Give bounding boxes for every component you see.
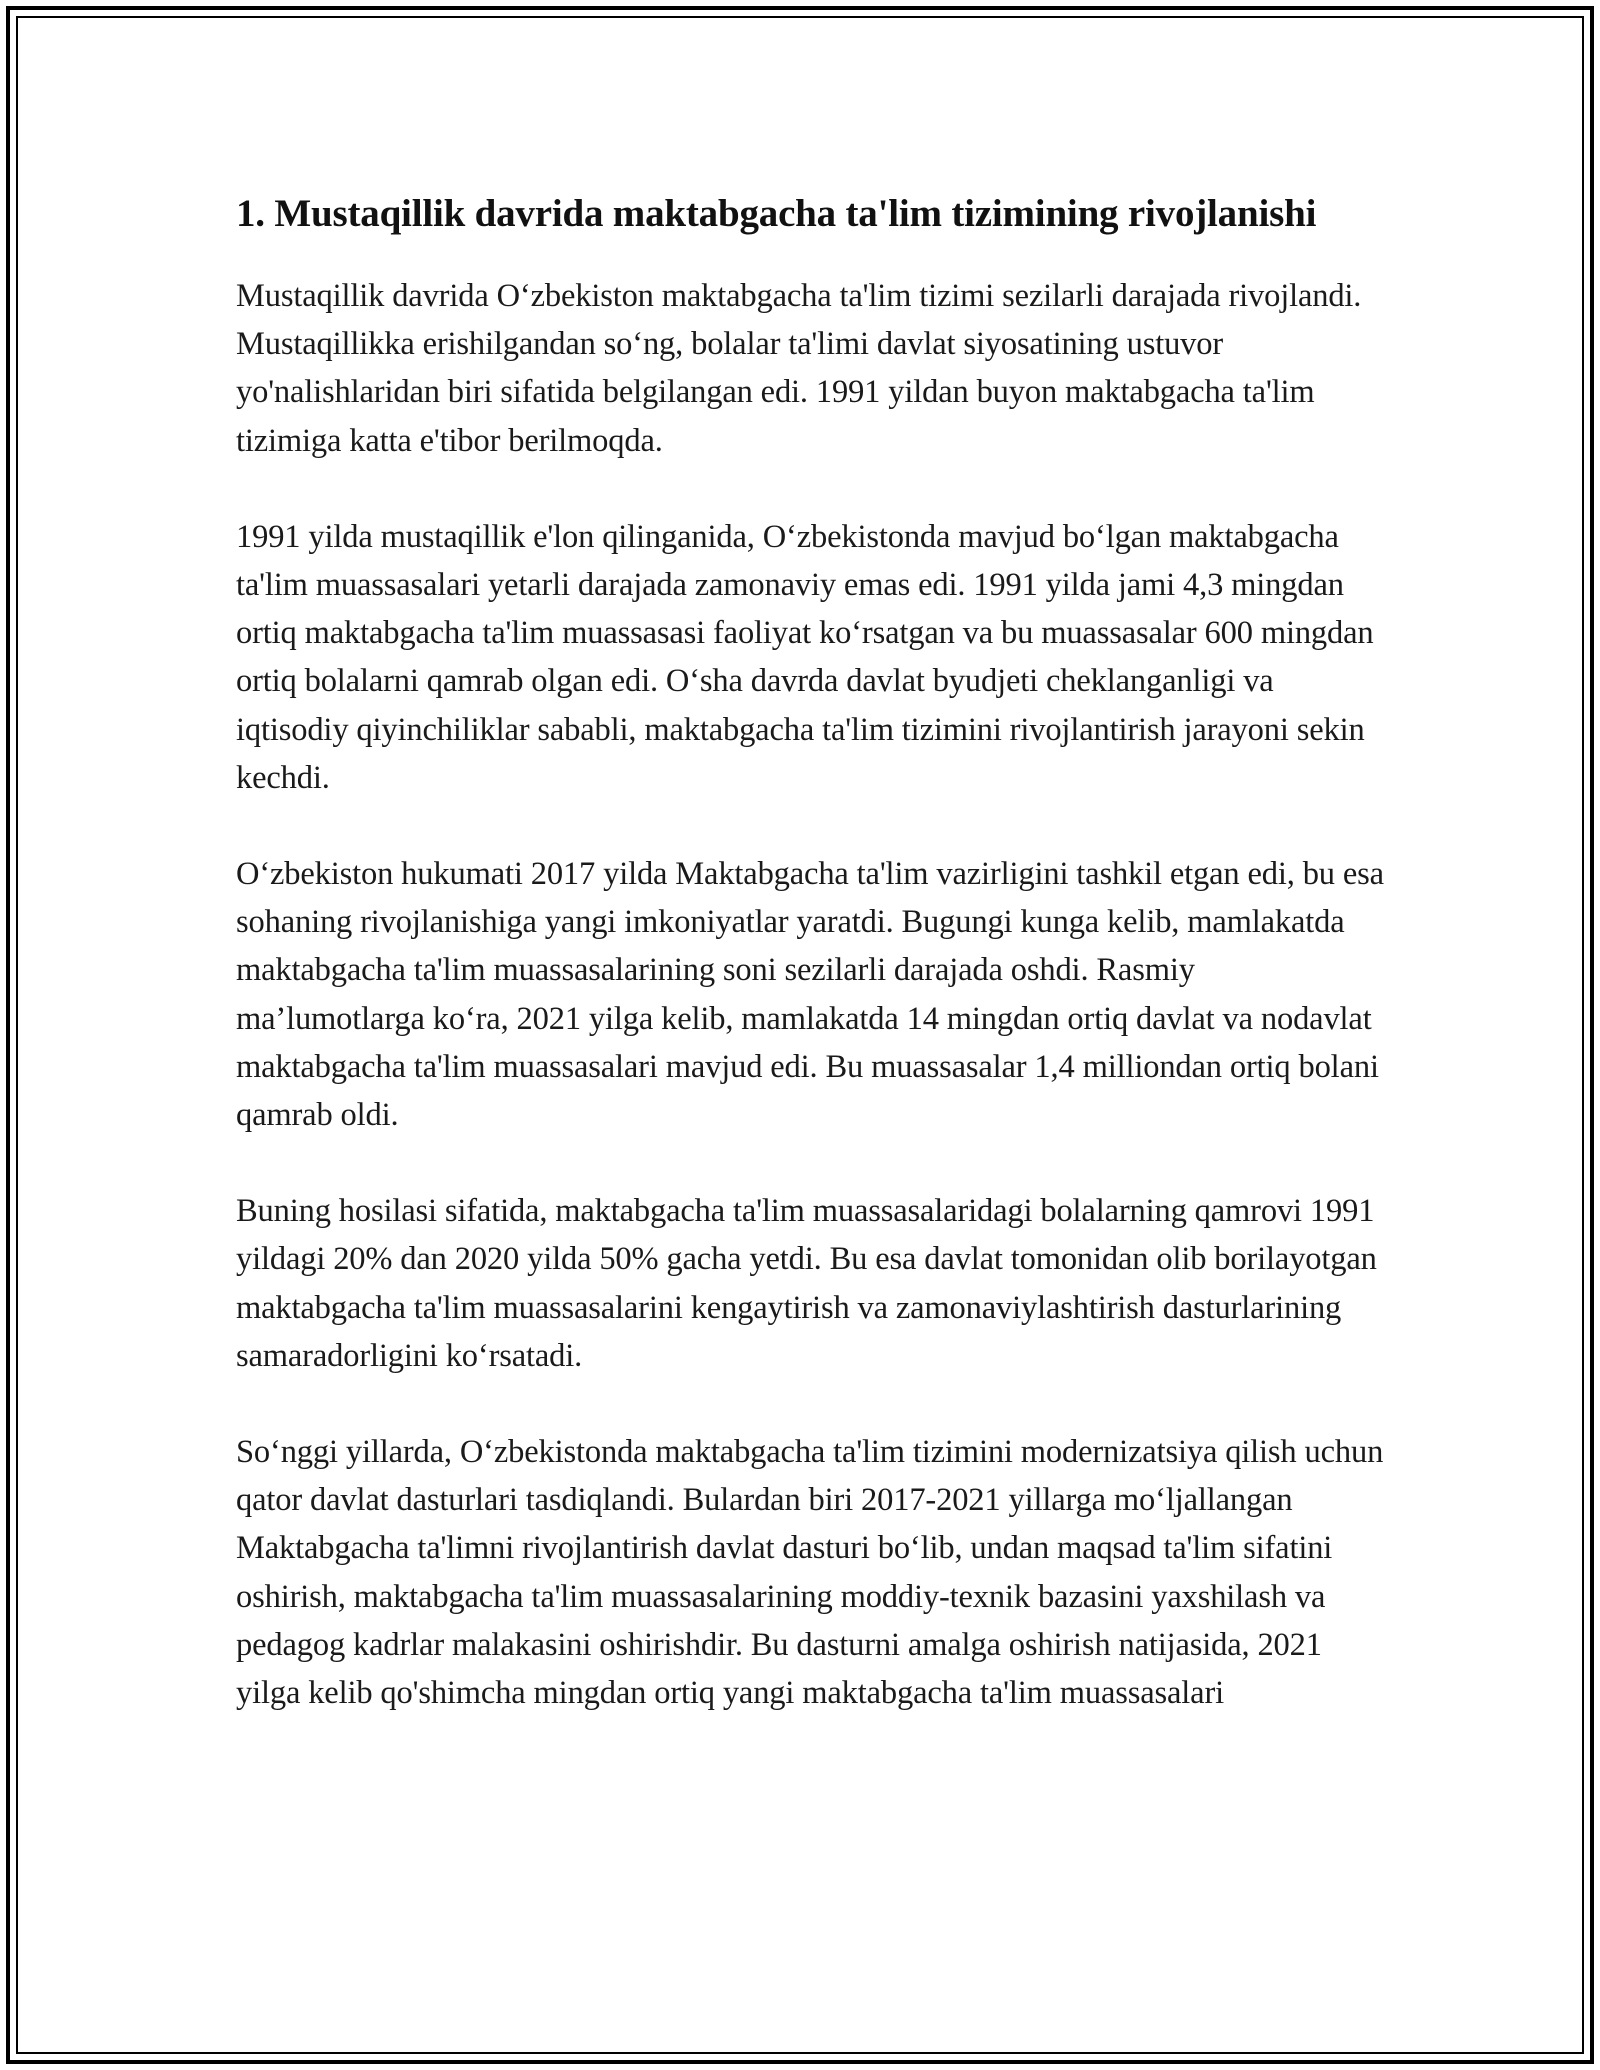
paragraph-5: So‘nggi yillarda, O‘zbekistonda maktabgacha ta'lim tizimini modernizatsiya qilish uchun qator davlat dasturlari tasdiqlandi. Bulardan biri 2017-2021 yillarga mo‘ljallangan Maktabgacha ta'limni rivojlantirish davlat dasturi bo‘lib, undan maqsad ta'lim sifatini oshirish, maktabgacha ta'lim muassasalarining moddiy-texnik bazasini yaxshilash va pedagog kadrlar malakasini oshirishdir. Bu dasturni amalga oshirish natijasida, 2021 yilga kelib qo'shimcha mingdan ortiq yangi maktabgacha ta'lim muassasalari: [236, 1434, 1384, 1712]
paragraph-4: Buning hosilasi sifatida, maktabgacha ta'lim muassasalaridagi bolalarning qamrovi 1991 yildagi 20% dan 2020 yilda 50% gacha yetdi. Bu esa davlat tomonidan olib borilayotgan maktabgacha ta'lim muassasalarini kengaytirish va zamonaviylashtirish dasturlarining samaradorligini ko‘rsatadi.: [236, 1193, 1377, 1374]
paragraph-3: O‘zbekiston hukumati 2017 yilda Maktabgacha ta'lim vazirligini tashkil etgan edi, bu esa sohaning rivojlanishiga yangi imkoniyatlar yaratdi. Bugungi kunga kelib, mamlakatda maktabgacha ta'lim muassasalarining soni sezilarli darajada oshdi. Rasmiy ma’lumotlarga ko‘ra, 2021 yilga kelib, mamlakatda 14 mingdan ortiq davlat va nodavlat maktabgacha ta'lim muassasalari mavjud edi. Bu muassasalar 1,4 milliondan ortiq bolani qamrab oldi.: [236, 856, 1384, 1134]
section-heading: 1. Mustaqillik davrida maktabgacha ta'lim tizimining rivojlanishi: [236, 192, 1317, 235]
paragraph-1: Mustaqillik davrida O‘zbekiston maktabgacha ta'lim tizimi sezilarli darajada rivojlandi. Mustaqillikka erishilgandan so‘ng, bolalar ta'limi davlat siyosatining ustuvor yo'nalishlaridan biri sifatida belgilangan edi. 1991 yildan buyon maktabgacha ta'lim tizimiga katta e'tibor berilmoqda.: [236, 278, 1362, 459]
paragraph-2: 1991 yilda mustaqillik e'lon qilinganida, O‘zbekistonda mavjud bo‘lgan maktabgacha ta'lim muassasalari yetarli darajada zamonaviy emas edi. 1991 yilda jami 4,3 mingdan ortiq maktabgacha ta'lim muassasasi faoliyat ko‘rsatgan va bu muassasalar 600 mingdan ortiq bolalarni qamrab olgan edi. O‘sha davrda davlat byudjeti cheklanganligi va iqtisodiy qiyinchiliklar sababli, maktabgacha ta'lim tizimini rivojlantirish jarayoni sekin kechdi.: [236, 518, 1374, 796]
document-page: [236, 186, 1386, 1765]
